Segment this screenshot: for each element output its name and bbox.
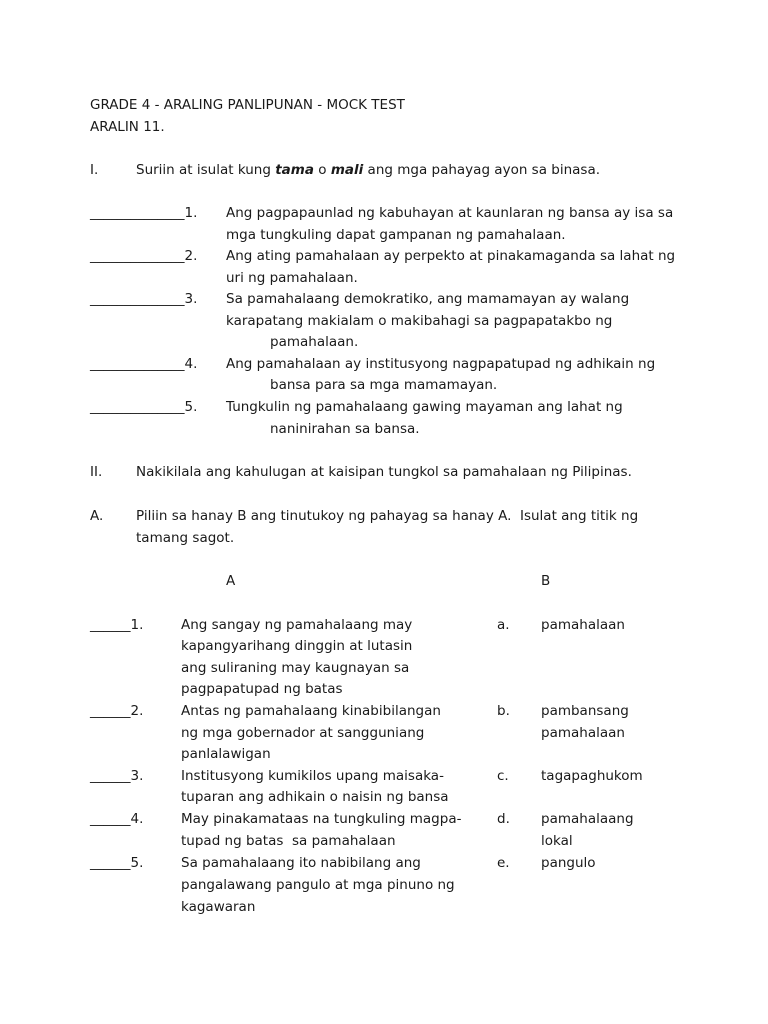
choice-e-letter: e. xyxy=(497,855,510,871)
choice-c-text: tagapaghukom xyxy=(541,768,643,784)
part1-item3-line3: pamahalaan. xyxy=(270,334,359,350)
page-title: GRADE 4 - ARALING PANLIPUNAN - MOCK TEST xyxy=(90,97,405,113)
match-item2-line1: Antas ng pamahalaang kinabibilangan xyxy=(181,703,441,719)
part1-item3-lead: ______________3. xyxy=(90,291,198,307)
partA-instruction-line2: tamang sagot. xyxy=(136,530,235,546)
choice-b-text-line1: pambansang xyxy=(541,703,629,719)
part1-item2-line1: Ang ating pamahalaan ay perpekto at pinakamaganda sa lahat ng xyxy=(226,248,676,264)
part1-item5-lead: ______________5. xyxy=(90,399,198,415)
match-item5-line2: pangalawang pangulo at mga pinuno ng xyxy=(181,877,455,893)
choice-d-letter: d. xyxy=(497,811,510,827)
choice-b-letter: b. xyxy=(497,703,510,719)
choice-a-text: pamahalaan xyxy=(541,617,625,633)
part2-number: II. xyxy=(90,464,103,480)
match-item5-line1: Sa pamahalaang ito nabibilang ang xyxy=(181,855,421,871)
match-item1-line2: kapangyarihang dinggin at lutasin xyxy=(181,638,413,654)
match-item4-blank: ______4. xyxy=(90,811,144,827)
lesson-label: ARALIN 11. xyxy=(90,119,165,135)
match-item5-blank: ______5. xyxy=(90,855,144,871)
choice-d-text-line1: pamahalaang xyxy=(541,811,634,827)
part1-instruction-before: Suriin at isulat kung xyxy=(136,162,276,178)
match-item1-line4: pagpapatupad ng batas xyxy=(181,681,343,697)
match-item3-line1: Institusyong kumikilos upang maisaka- xyxy=(181,768,444,784)
choice-e-text: pangulo xyxy=(541,855,596,871)
match-item1-line1: Ang sangay ng pamahalaang may xyxy=(181,617,413,633)
part1-item4-lead: ______________4. xyxy=(90,356,198,372)
part1-item2-lead: ______________2. xyxy=(90,248,198,264)
match-item2-line3: panlalawigan xyxy=(181,746,271,762)
part1-item3-line1: Sa pamahalaang demokratiko, ang mamamayan ay walang xyxy=(226,291,630,307)
part1-item3-line2: karapatang makialam o makibahagi sa pagpapatakbo ng xyxy=(226,313,613,329)
match-item2-blank: ______2. xyxy=(90,703,144,719)
choice-a-letter: a. xyxy=(497,617,510,633)
match-item1-blank: ______1. xyxy=(90,617,144,633)
part1-item5-line2: naninirahan sa bansa. xyxy=(270,421,420,437)
part1-word-o: o xyxy=(313,162,331,178)
part2-instruction: Nakikilala ang kahulugan at kaisipan tungkol sa pamahalaan ng Pilipinas. xyxy=(136,464,632,480)
part1-number: I. xyxy=(90,162,99,178)
choice-d-text-line2: lokal xyxy=(541,833,573,849)
choice-b-text-line2: pamahalaan xyxy=(541,725,625,741)
column-a-header: A xyxy=(226,573,236,589)
part1-word-tama: tama xyxy=(275,162,314,178)
part1-item5-line1: Tungkulin ng pamahalaang gawing mayaman ang lahat ng xyxy=(226,399,623,415)
part1-item1-line1: Ang pagpapaunlad ng kabuhayan at kaunlaran ng bansa ay isa sa xyxy=(226,205,674,221)
match-item2-line2: ng mga gobernador at sangguniang xyxy=(181,725,425,741)
part1-word-mali: mali xyxy=(330,162,364,178)
part1-instruction xyxy=(136,159,600,181)
match-item5-line3: kagawaran xyxy=(181,899,256,915)
match-item4-line1: May pinakamataas na tungkuling magpa- xyxy=(181,811,462,827)
part1-item4-line2: bansa para sa mga mamamayan. xyxy=(270,377,498,393)
match-item3-line2: tuparan ang adhikain o naisin ng bansa xyxy=(181,789,449,805)
match-item3-blank: ______3. xyxy=(90,768,144,784)
part1-item4-line1: Ang pamahalaan ay institusyong nagpapatupad ng adhikain ng xyxy=(226,356,656,372)
partA-instruction-line1: Piliin sa hanay B ang tinutukoy ng pahayag sa hanay A. Isulat ang titik ng xyxy=(136,508,639,524)
match-item4-line2: tupad ng batas sa pamahalaan xyxy=(181,833,396,849)
part1-item1-lead: ______________1. xyxy=(90,205,198,221)
part1-item2-line2: uri ng pamahalaan. xyxy=(226,270,358,286)
choice-c-letter: c. xyxy=(497,768,509,784)
match-item1-line3: ang suliraning may kaugnayan sa xyxy=(181,660,410,676)
partA-letter: A. xyxy=(90,508,104,524)
part1-instruction-after: ang mga pahayag ayon sa binasa. xyxy=(363,162,601,178)
part1-item1-line2: mga tungkuling dapat gampanan ng pamahalaan. xyxy=(226,227,566,243)
column-b-header: B xyxy=(541,573,551,589)
